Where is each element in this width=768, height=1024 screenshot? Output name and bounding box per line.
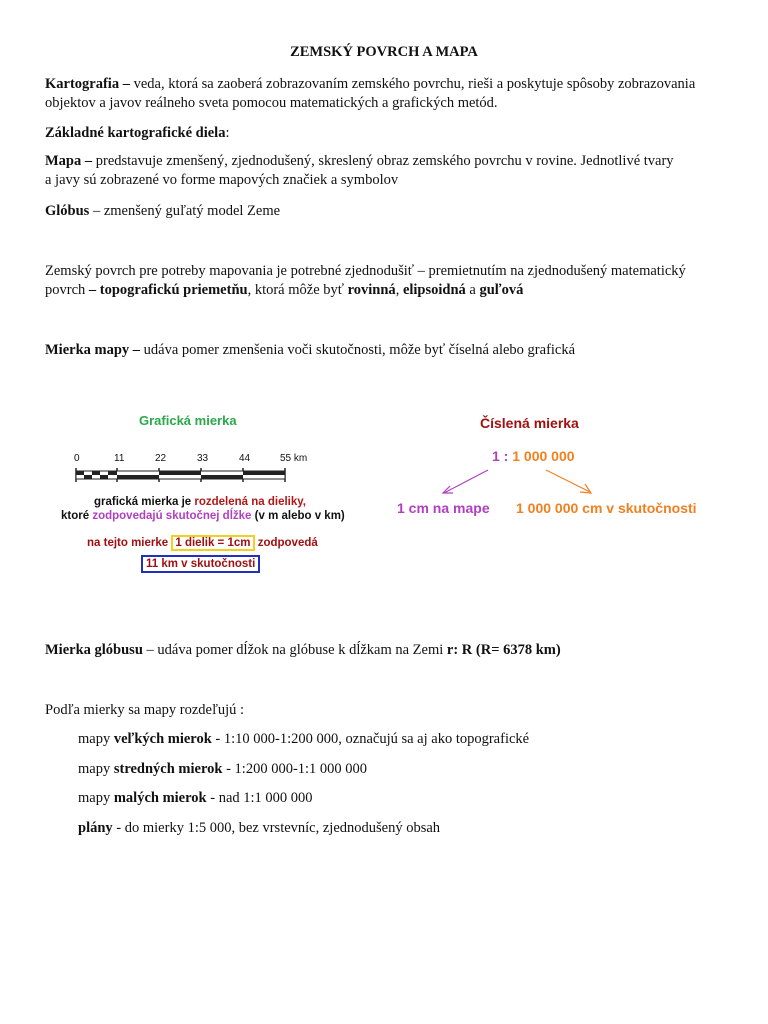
graficka-highlight: rozdelená na dieliky, [194, 496, 307, 508]
mapa-line2: a javy sú zobrazené vo forme mapových značiek a symbolov [45, 172, 399, 188]
list-item-post: - nad 1:1 000 000 [206, 790, 313, 806]
graficka-line2 [61, 510, 345, 522]
povrch-text: , [395, 282, 403, 298]
scale-tick-label: 11 [114, 453, 125, 464]
globus-term: Glóbus [45, 203, 90, 219]
povrch-paragraph [45, 262, 735, 300]
mierka-globusu-paragraph [45, 641, 735, 660]
list-item-post: - 1:200 000-1:1 000 000 [222, 761, 368, 777]
ratio-left: 1 : [492, 448, 513, 464]
graficka-line1 [94, 496, 306, 508]
scale-tick-label: 33 [197, 453, 209, 464]
ciselna-right: 1 000 000 cm v skutočnosti [516, 500, 697, 516]
graficka-text: zodpovedá [254, 537, 318, 549]
povrch-line1: Zemský povrch pre potreby mapovania je potrebné zjednodušiť – premietnutím na zjednodušený matematický [45, 263, 686, 279]
mierka-globusu-term: Mierka glóbusu [45, 642, 143, 658]
zakladne-paragraph [45, 124, 735, 143]
rozdelenie-intro: Podľa mierky sa mapy rozdeľujú : [45, 702, 245, 718]
povrch-text: povrch [45, 282, 89, 298]
mierka-globusu-r: r: R [446, 642, 473, 658]
graficka-highlight: zodpovedajú skutočnej dĺžke [92, 510, 252, 522]
list-item-term: veľkých mierok [113, 731, 212, 747]
kartografia-line2: objektov a javov reálneho sveta pomocou matematických a grafických metód. [45, 95, 498, 111]
povrch-text: a [465, 282, 480, 298]
mierka-mapy-term: Mierka mapy – [45, 342, 141, 358]
mapa-term: Mapa – [45, 153, 93, 169]
mapa-paragraph [45, 152, 735, 190]
rovinna-term: rovinná [347, 282, 396, 298]
ciselna-title: Číslená mierka [480, 415, 579, 431]
graficka-text: ktoré [61, 510, 93, 522]
globus-paragraph [45, 202, 735, 221]
mierka-mapy-paragraph [45, 341, 735, 360]
mierka-globusu-rest: – udáva pomer dĺžok na glóbuse k dĺžkam na Zemi [142, 642, 447, 658]
mierka-globusu-paren: (R= 6378 km) [472, 642, 561, 658]
kartografia-paragraph [45, 75, 735, 113]
mierka-mapy-rest: udáva pomer zmenšenia voči skutočnosti, môže byť číselná alebo grafická [140, 342, 576, 358]
list-item-pre: mapy [78, 761, 114, 777]
topograficka-priemetna: – topografickú priemetňu [88, 282, 248, 298]
graficka-text: grafická mierka je [94, 496, 195, 508]
list-item-term: malých mierok [113, 790, 207, 806]
scale-tick-label: 0 [74, 453, 80, 464]
list-item-term: plány [78, 820, 113, 836]
kartografia-line1: veda, ktorá sa zaoberá zobrazovaním zemského povrchu, rieši a poskytuje spôsoby zobrazovania [129, 76, 696, 92]
zakladne-term: Základné kartografické diela [45, 125, 226, 141]
elipsoidna-term: elipsoidná [402, 282, 466, 298]
km-box: 11 km v skutočnosti [141, 555, 260, 573]
povrch-text: , ktorá môže byť [247, 282, 348, 298]
list-item-post: - 1:10 000-1:200 000, označujú sa aj ako topografické [211, 731, 530, 747]
graficka-line3 [87, 534, 318, 552]
page-title: ZEMSKÝ POVRCH A MAPA [290, 44, 478, 60]
dielik-box: 1 dielik = 1cm [171, 535, 254, 551]
arrow-left-icon [444, 470, 488, 493]
arrow-right-icon [546, 470, 590, 492]
graficka-text: na tejto mierke [87, 537, 172, 549]
ciselna-arrows [430, 462, 600, 502]
graficka-text: (v m alebo v km) [251, 510, 345, 522]
list-item-post: - do mierky 1:5 000, bez vrstevníc, zjednodušený obsah [112, 820, 441, 836]
kartografia-term: Kartografia – [45, 76, 130, 92]
ciselna-left: 1 cm na mape [397, 500, 490, 516]
list-item-pre: mapy [78, 790, 114, 806]
list-item-term: stredných mierok [113, 761, 223, 777]
scale-tick-label: 55 km [280, 453, 308, 464]
list-item [78, 789, 768, 808]
list-item-pre: mapy [78, 731, 114, 747]
list-item [78, 730, 768, 749]
ratio-right: 1 000 000 [512, 448, 575, 464]
scale-bar-graphic [70, 464, 320, 486]
zakladne-rest: : [225, 125, 230, 141]
list-item [78, 819, 768, 838]
gulova-term: guľová [479, 282, 524, 298]
graficka-title: Grafická mierka [139, 413, 237, 428]
list-item [78, 760, 768, 779]
scale-tick-label: 44 [239, 453, 251, 464]
globus-rest: – zmenšený guľatý model Zeme [89, 203, 281, 219]
mapa-line1: predstavuje zmenšený, zjednodušený, skreslený obraz zemského povrchu v rovine. Jednotlivé tvary [92, 153, 674, 169]
scale-tick-label: 22 [155, 453, 167, 464]
